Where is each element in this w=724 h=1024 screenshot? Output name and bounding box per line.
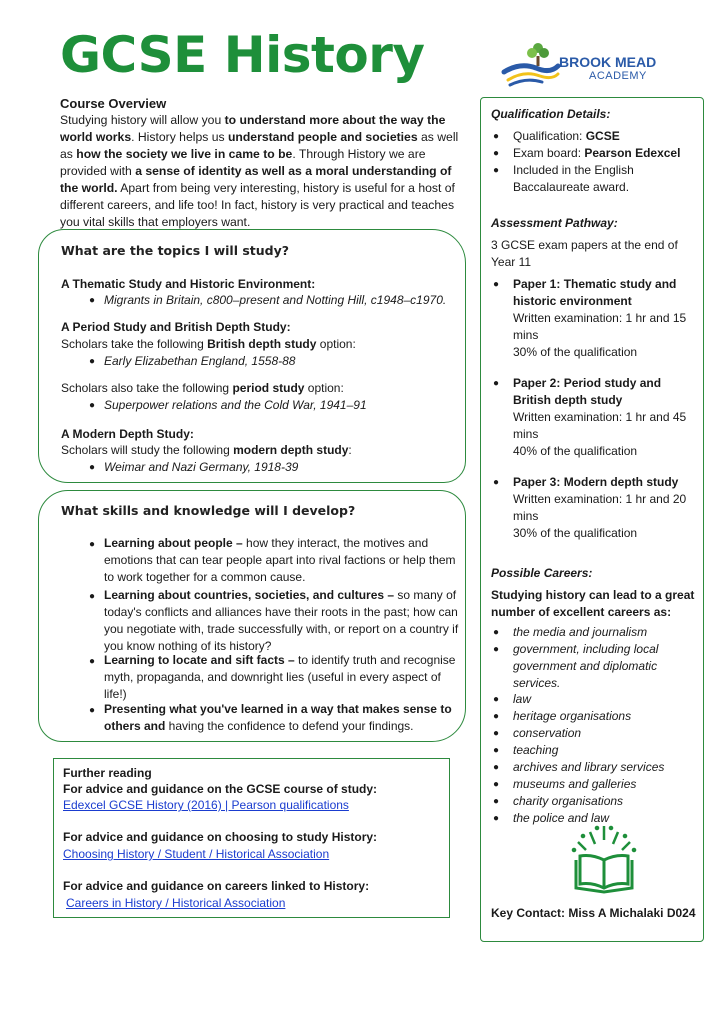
bullet-icon: ● <box>493 779 500 790</box>
topic-thematic-title: A Thematic Study and Historic Environment: <box>61 277 316 291</box>
key-contact: Key Contact: Miss A Michalaki D024 <box>491 906 696 920</box>
bullet-icon: ● <box>493 694 500 705</box>
page-title: GCSE History <box>60 26 425 84</box>
bullet-icon: ● <box>493 279 500 290</box>
bullet-icon: ● <box>493 762 500 773</box>
open-book-icon <box>568 822 640 896</box>
career-item: government, including local government and diplomatic services. <box>513 642 659 690</box>
bullet-icon: ● <box>89 656 96 667</box>
topic-period-item: Early Elizabethan England, 1558-88 <box>104 354 296 368</box>
topic-thematic-item: Migrants in Britain, c800–present and Notting Hill, c1948–c1970. <box>104 293 447 307</box>
bullet-icon: ● <box>493 711 500 722</box>
reading-gcse-heading: For advice and guidance on the GCSE course of study: <box>63 782 378 796</box>
bullet-icon: ● <box>493 627 500 638</box>
reading-heading: Further reading <box>63 766 152 780</box>
career-item: museums and galleries <box>513 777 637 791</box>
skills-heading: What skills and knowledge will I develop? <box>61 503 356 518</box>
paper-1: Paper 1: Thematic study and historic environment Written examination: 1 hr and 15 mins 30% of the qualification <box>513 277 687 359</box>
reading-careers-heading: For advice and guidance on careers linked to History: <box>63 879 370 893</box>
topic-modern-desc: Scholars will study the following modern depth study: <box>61 443 352 457</box>
bullet-icon: ● <box>493 745 500 756</box>
topic-period-desc: Scholars take the following British depth study option: <box>61 337 356 351</box>
bullet-icon: ● <box>493 644 500 655</box>
qualification-item: Qualification: GCSE <box>513 129 620 143</box>
qualification-heading: Qualification Details: <box>491 107 611 121</box>
reading-choosing-heading: For advice and guidance on choosing to study History: <box>63 830 378 844</box>
bullet-icon: ● <box>89 539 96 550</box>
skill-item: Learning to locate and sift facts – to identify truth and recognise myth, propaganda, and downright lies (useful in every aspect of life!) <box>104 653 456 701</box>
overview-text: Studying history will allow you to understand more about the way the world works. History helps us understand people and societies as well as how the society we live in came to be. Through History we are provided with a sense of identity as well as a moral understanding of the world. Apart from being very interesting, history is useful for a host of different careers, and life too! In fact, history is very practical and teaches you vital skills that employers want. <box>60 113 459 229</box>
careers-intro: Studying history can lead to a great number of excellent careers as: <box>491 588 695 619</box>
bullet-icon: ● <box>89 400 96 411</box>
bullet-icon: ● <box>89 462 96 473</box>
logo-subtitle: ACADEMY <box>589 70 647 82</box>
assessment-heading: Assessment Pathway: <box>491 216 618 230</box>
bullet-icon: ● <box>493 813 500 824</box>
link-pearson[interactable]: Edexcel GCSE History (2016) | Pearson qualifications <box>63 798 349 812</box>
bullet-icon: ● <box>89 356 96 367</box>
topic-period-title: A Period Study and British Depth Study: <box>61 320 291 334</box>
bullet-icon: ● <box>493 131 500 142</box>
career-item: law <box>513 692 532 706</box>
paper-3: Paper 3: Modern depth study Written examination: 1 hr and 20 mins 30% of the qualification <box>513 475 687 540</box>
bullet-icon: ● <box>493 378 500 389</box>
careers-heading: Possible Careers: <box>491 566 593 580</box>
career-item: charity organisations <box>513 794 624 808</box>
skill-item: Presenting what you've learned in a way that makes sense to others and having the confidence to defend your findings. <box>104 702 452 733</box>
skill-item: Learning about people – how they interact, the motives and emotions that can tear people apart into rival factions or help them to work together for a common cause. <box>104 536 456 584</box>
paper-2: Paper 2: Period study and British depth study Written examination: 1 hr and 45 mins 40% of the qualification <box>513 376 687 458</box>
bullet-icon: ● <box>493 148 500 159</box>
bullet-icon: ● <box>493 728 500 739</box>
topic-period2-item: Superpower relations and the Cold War, 1941–91 <box>104 398 367 412</box>
logo-title: BROOK MEAD <box>559 54 657 70</box>
assessment-intro: 3 GCSE exam papers at the end of Year 11 <box>491 238 678 269</box>
bullet-icon: ● <box>493 477 500 488</box>
ebacc-item: Included in the English Baccalaureate award. <box>513 163 634 194</box>
topics-heading: What are the topics I will study? <box>61 243 289 258</box>
skill-item: Learning about countries, societies, and cultures – so many of today's conflicts and alliances have their roots in the past; how can you negotiate with, trade successfully with, or report on a country if you know nothing of its history? <box>104 588 459 653</box>
career-item: archives and library services <box>513 760 665 774</box>
topic-modern-item: Weimar and Nazi Germany, 1918-39 <box>104 460 299 474</box>
career-item: conservation <box>513 726 582 740</box>
overview-heading: Course Overview <box>60 96 167 111</box>
link-careers-history[interactable]: Careers in History / Historical Association <box>66 896 286 910</box>
link-choosing-history[interactable]: Choosing History / Student / Historical Association <box>63 847 330 861</box>
bullet-icon: ● <box>493 165 500 176</box>
career-item: the media and journalism <box>513 625 648 639</box>
topic-modern-title: A Modern Depth Study: <box>61 427 194 441</box>
topic-period2-desc: Scholars also take the following period study option: <box>61 381 344 395</box>
career-item: heritage organisations <box>513 709 632 723</box>
bullet-icon: ● <box>89 705 96 716</box>
bullet-icon: ● <box>89 295 96 306</box>
bullet-icon: ● <box>89 591 96 602</box>
bullet-icon: ● <box>493 796 500 807</box>
career-item: the police and law <box>513 811 610 825</box>
exam-board-item: Exam board: Pearson Edexcel <box>513 146 681 160</box>
career-item: teaching <box>513 743 559 757</box>
